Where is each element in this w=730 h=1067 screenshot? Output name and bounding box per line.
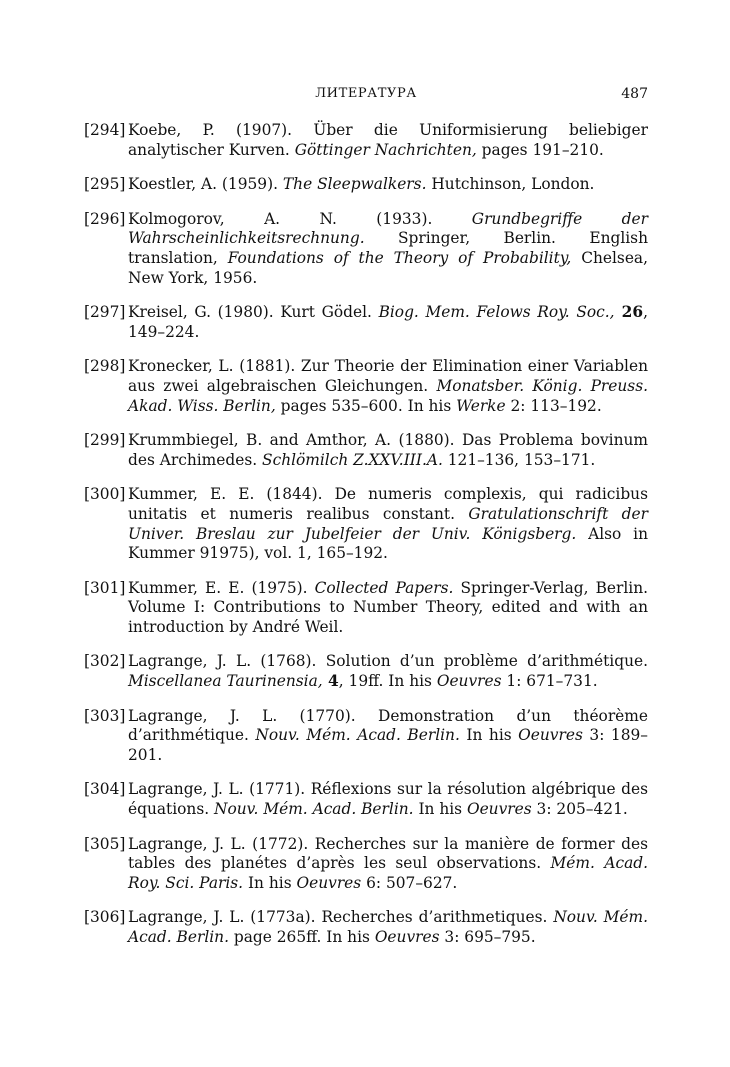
reference-296 — [84, 210, 648, 288]
reference-journal: Göttinger Nachrichten, — [294, 140, 477, 159]
reference-text: In his — [413, 800, 467, 819]
reference-volume: 4 — [322, 672, 339, 691]
reference-305 — [84, 835, 648, 894]
reference-text: Koestler, A. (1959). — [128, 175, 283, 194]
reference-text: Kummer, E. E. (1844). De numeris complexis, qui radicibus unitatis et numeris realibus constant. — [128, 485, 648, 523]
reference-text: Kreisel, G. (1980). Kurt Gödel. — [128, 303, 379, 322]
reference-journal: Gratulationschrift der Univer. Breslau zur Jubelfeier der Univ. Königsberg. — [128, 504, 649, 543]
reference-title: Grundbegriffe — [471, 209, 583, 228]
running-title: ЛИТЕРАТУРА — [315, 86, 417, 101]
reference-text: page 265ff. In his — [228, 928, 375, 946]
reference-300 — [84, 485, 648, 563]
reference-number: [295] — [84, 175, 126, 194]
reference-journal: Nouv. Mém. Acad. Berlin. — [128, 908, 648, 946]
reference-text: Lagrange, J. L. (1771). Réflexions sur la résolution algébrique des équations. — [128, 780, 648, 819]
reference-text: 3: 695–795. — [439, 928, 536, 946]
reference-number: [306] — [84, 908, 126, 927]
reference-302 — [84, 652, 648, 691]
reference-works: Oeuvres — [518, 726, 583, 745]
reference-304 — [84, 780, 648, 819]
reference-number: [298] — [84, 357, 126, 376]
reference-volume: 26 — [614, 303, 644, 322]
reference-number: [301] — [84, 578, 126, 597]
reference-works: Oeuvres — [466, 800, 532, 819]
reference-number: [299] — [84, 431, 126, 450]
reference-works: Oeuvres — [436, 672, 502, 691]
reference-first-line — [128, 210, 648, 230]
reference-text: Koebe, P. (1907). Über die Uniformisierung beliebiger analytischer Kurven. — [128, 121, 648, 159]
reference-text: pages 535–600. In his — [275, 396, 457, 415]
reference-journal: Miscellanea Taurinensia, — [128, 672, 323, 691]
reference-text: 3: 189–201. — [128, 726, 648, 764]
reference-text: Hutchinson, London. — [426, 175, 595, 194]
reference-text: 6: 507–627. — [361, 873, 458, 892]
reference-title: Wahrscheinlichkeitsrechnung. — [128, 229, 365, 248]
reference-text: Kummer, E. E. (1975). — [128, 578, 315, 597]
page-header — [84, 86, 648, 106]
reference-text: Springer-Verlag, Berlin. Volume I: Contributions to Number Theory, edited and with an introduction by André Weil. — [128, 578, 648, 636]
reference-text: Lagrange, J. L. (1770). Demonstration d’un théorème d’arithmétique. — [128, 706, 648, 745]
reference-text: pages 191–210. — [476, 140, 604, 159]
reference-title: Foundations of the Theory of Probability, — [227, 248, 572, 267]
reference-306 — [84, 908, 648, 947]
reference-journal: Biog. Mem. Felows Roy. Soc., — [378, 303, 615, 322]
reference-298 — [84, 357, 648, 416]
reference-text: 3: 205–421. — [531, 800, 628, 819]
reference-text: Also in Kummer 91975), vol. 1, 165–192. — [128, 524, 648, 563]
reference-text: , 19ff. In his — [338, 672, 437, 691]
page-number: 487 — [621, 86, 648, 102]
reference-301 — [84, 579, 648, 638]
reference-journal: Nouv. Mém. Acad. Berlin. — [214, 800, 414, 819]
reference-text: 2: 113–192. — [505, 396, 602, 415]
reference-number: [296] — [84, 209, 126, 228]
reference-number: [300] — [84, 485, 126, 504]
reference-works: Oeuvres — [374, 928, 440, 946]
reference-295 — [84, 175, 648, 195]
reference-works: Werke — [456, 396, 506, 415]
reference-year: (1933). — [376, 209, 433, 228]
reference-title: der — [621, 209, 648, 228]
reference-294 — [84, 121, 648, 160]
reference-works: Oeuvres — [296, 873, 362, 892]
reference-text: Lagrange, J. L. (1768). Solution d’un problème d’arithmétique. — [128, 652, 648, 671]
reference-journal: Nouv. Mém. Acad. Berlin. — [255, 726, 460, 745]
reference-number: [305] — [84, 834, 126, 853]
reference-text: Lagrange, J. L. (1772). Recherches sur la manière de former des tables des planétes d’après les seul observations. — [128, 834, 648, 873]
reference-text: , 149–224. — [128, 303, 648, 341]
reference-title: Collected Papers. — [314, 578, 454, 597]
reference-303 — [84, 707, 648, 766]
reference-text: Chelsea, New York, 1956. — [128, 248, 649, 287]
reference-author: Kolmogorov, — [128, 209, 225, 228]
reference-list — [84, 121, 648, 963]
reference-text: In his — [459, 726, 519, 745]
reference-text: 1: 671–731. — [501, 672, 598, 691]
reference-text: Kronecker, L. (1881). Zur Theorie der Elimination einer Variablen aus zwei algebraischen Gleichungen. — [128, 357, 648, 395]
reference-number: [303] — [84, 706, 126, 725]
reference-299 — [84, 431, 648, 470]
reference-journal: Mém. Acad. Roy. Sci. Paris. — [128, 854, 648, 892]
reference-title: The Sleepwalkers. — [282, 175, 427, 194]
reference-297 — [84, 303, 648, 342]
reference-journal: Monatsber. König. Preuss. Akad. Wiss. Berlin, — [128, 376, 648, 415]
reference-text: 121–136, 153–171. — [442, 450, 596, 469]
reference-text: Springer, Berlin. English translation, — [128, 229, 648, 267]
reference-initials: A. N. — [264, 209, 337, 228]
reference-text: Lagrange, J. L. (1773a). Recherches d’arithmetiques. — [128, 908, 554, 927]
reference-text: In his — [243, 873, 297, 892]
reference-text: Krummbiegel, B. and Amthor, A. (1880). Das Problema bovinum des Archimedes. — [128, 431, 648, 469]
reference-number: [294] — [84, 121, 126, 139]
reference-number: [297] — [84, 303, 126, 322]
reference-number: [304] — [84, 780, 126, 799]
reference-number: [302] — [84, 652, 126, 671]
reference-journal: Schlömilch Z.XXV.III.A. — [262, 450, 443, 469]
